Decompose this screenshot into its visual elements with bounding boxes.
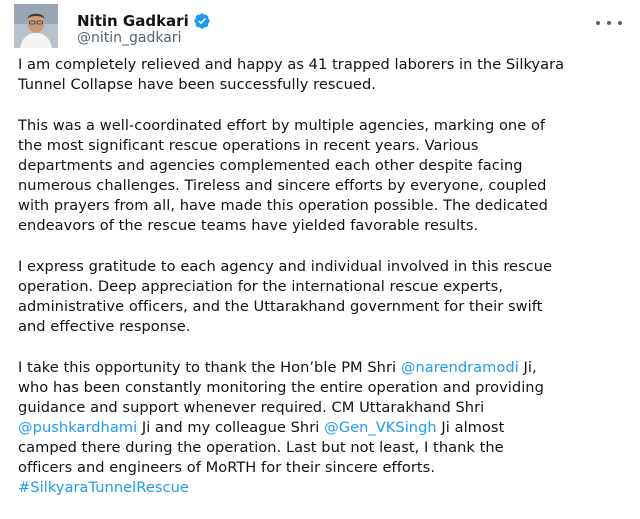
tweet-text-segment: Ji and my colleague Shri [137, 419, 325, 436]
tweet-line: camped there during the operation. Last but not least, I thank the [18, 439, 504, 456]
tweet-line: operation. Deep appreciation for the international rescue experts, [18, 278, 504, 295]
tweet-line: This was a well-coordinated effort by multiple agencies, marking one of [18, 117, 546, 134]
tweet-paragraph-2 [18, 116, 630, 236]
more-dot [607, 21, 611, 25]
tweet-line: numerous challenges. Tireless and sincere efforts by everyone, coupled [18, 177, 547, 194]
author-display-name[interactable]: Nitin Gadkari [77, 12, 189, 30]
tweet-line: guidance and support whenever required. CM Uttarakhand Shri [18, 399, 485, 416]
tweet-line: and effective response. [18, 318, 191, 335]
more-options-icon[interactable] [596, 14, 622, 32]
tweet-line: departments and agencies complemented each other despite facing [18, 157, 523, 174]
tweet-line: I express gratitude to each agency and individual involved in this rescue [18, 258, 553, 275]
tweet-line [18, 418, 630, 438]
tweet-line [18, 358, 630, 378]
tweet-line: Tunnel Collapse have been successfully rescued. [18, 76, 376, 93]
tweet-text [18, 55, 630, 519]
tweet-line: the most significant rescue operations in recent years. Various [18, 137, 479, 154]
author-handle[interactable]: @nitin_gadkari [77, 30, 182, 46]
tweet-paragraph-1 [18, 55, 630, 95]
more-dot [596, 21, 600, 25]
author-name-row [77, 10, 211, 32]
tweet-paragraph-4 [18, 358, 630, 498]
tweet-text-segment: I take this opportunity to thank the Hon’ble PM Shri [18, 359, 401, 376]
tweet-line: who has been constantly monitoring the entire operation and providing [18, 379, 544, 396]
tweet-line: with prayers from all, have made this operation possible. The dedicated [18, 197, 548, 214]
tweet-text-segment: Ji, [518, 359, 537, 376]
tweet-paragraph-3 [18, 257, 630, 337]
mention-gen-vksingh-link[interactable]: @Gen_VKSingh [324, 419, 437, 436]
avatar[interactable] [14, 4, 58, 48]
tweet-text-segment: Ji almost [436, 419, 505, 436]
tweet-line: officers and engineers of MoRTH for their sincere efforts. [18, 459, 436, 476]
mention-narendramodi-link[interactable]: @narendramodi [400, 359, 519, 376]
mention-pushkardhami-link[interactable]: @pushkardhami [18, 419, 138, 436]
tweet-line: I am completely relieved and happy as 41 trapped laborers in the Silkyara [18, 56, 565, 73]
hashtag-silkyaratunnelrescue-link[interactable]: #SilkyaraTunnelRescue [18, 479, 189, 496]
tweet-header [0, 0, 640, 52]
tweet-line: administrative officers, and the Uttarakhand government for their swift [18, 298, 543, 315]
more-dot [618, 21, 622, 25]
tweet-line: endeavors of the rescue teams have yielded favorable results. [18, 217, 479, 234]
verified-badge-icon [193, 12, 211, 30]
avatar-image [14, 4, 58, 48]
